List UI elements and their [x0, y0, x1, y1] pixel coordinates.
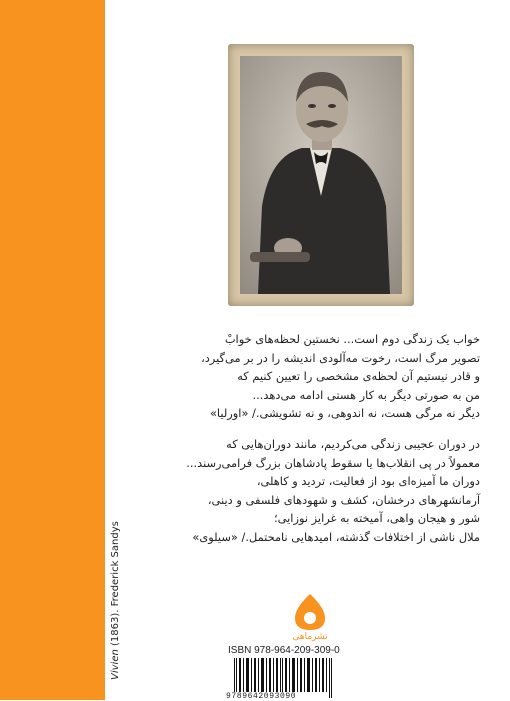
quote-aurelia	[130, 330, 480, 423]
portrait-image	[240, 56, 402, 294]
publisher-name: نشرماهی	[292, 632, 328, 642]
credit-year: (1863).	[110, 609, 121, 646]
quote-line: و قادر نیستیم آن لحظه‌ی مشخصی را تعیین کنیم که	[237, 369, 480, 383]
quote-line: من به صورتی دیگر به کار هستی ادامه می‌دهد...	[252, 387, 480, 402]
quote-line: آرمانشهرهای درخشان، کشف و شهودهای فلسفی و دینی،	[207, 492, 480, 507]
quote-line: دوران ما آمیزه‌ای بود از فعالیت، تردید و کاهلی،	[256, 474, 480, 488]
quote-sylvie	[130, 435, 480, 546]
credit-artist: Frederick Sandys	[110, 521, 121, 607]
isbn-label: ISBN 978-964-209-309-0	[228, 645, 340, 656]
author-portrait	[240, 56, 402, 294]
orange-spine	[0, 0, 105, 700]
quote-line: در دوران عجیبی زندگی می‌کردیم، مانند دوران‌هایی که	[226, 437, 480, 451]
barcode-digits: 9789642093090	[226, 692, 297, 701]
quote-line: ملال ناشی از اختلافات گذشته، امیدهایی نامحتمل./ «سیلوی»	[192, 529, 480, 544]
quote-line: شور و هیجان واهی، آمیخته به غرایز نوزایی؛	[274, 511, 480, 525]
quote-line: تصویر مرگ است، رخوت مه‌آلودی اندیشه را در بر می‌گیرد،	[201, 350, 480, 365]
quote-line: معمولاً در پی انقلاب‌ها یا سقوط پادشاهان بزرگ فرامی‌رسند...	[186, 455, 480, 470]
quote-line: دیگر نه مرگی هست، نه اندوهی، و نه تشویشی./ «اورلیا»	[209, 406, 480, 420]
photo-credit	[110, 521, 124, 680]
credit-title: Vivien	[110, 649, 121, 680]
quote-line: خواب یک زندگی دوم است... نخستین لحظه‌های خوابْ	[224, 332, 480, 346]
